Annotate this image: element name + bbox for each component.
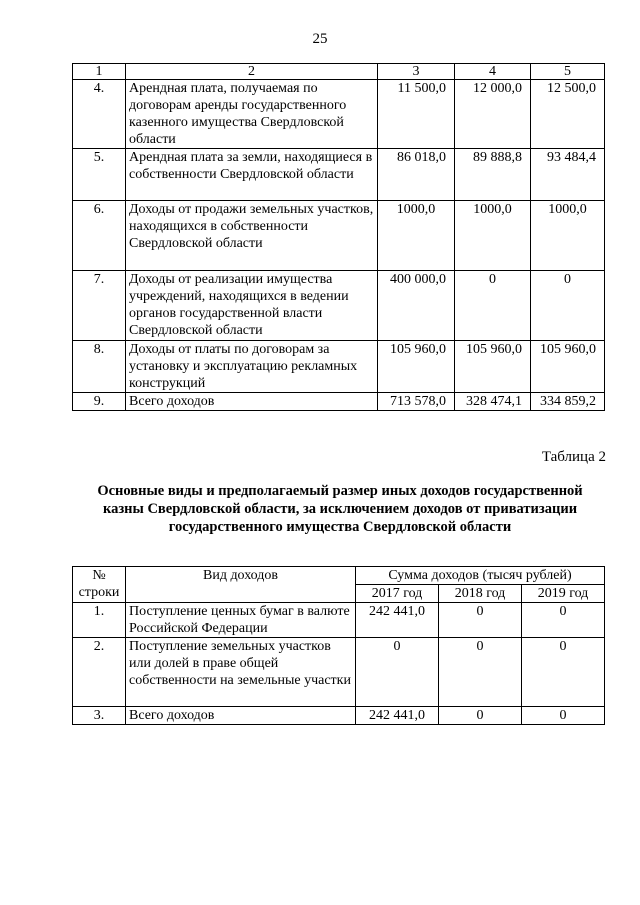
value-cell: 12 000,0 bbox=[455, 80, 531, 149]
value-cell: 0 bbox=[522, 603, 605, 638]
column-number: 3 bbox=[378, 64, 455, 80]
value-cell: 105 960,0 bbox=[455, 341, 531, 393]
table-row bbox=[73, 149, 605, 201]
revenue-name: Поступление земельных участков или долей в праве общей собственности на земельные участки bbox=[126, 638, 356, 707]
revenue-name: Доходы от продажи земельных участков, находящихся в собственности Свердловской области bbox=[126, 201, 378, 271]
revenue-kind-header: Вид доходов bbox=[126, 567, 356, 603]
revenue-name: Доходы от платы по договорам за установку и эксплуатацию рекламных конструкций bbox=[126, 341, 378, 393]
row-number-header-line1: № bbox=[92, 568, 106, 583]
row-number: 1. bbox=[73, 603, 126, 638]
value-cell: 0 bbox=[455, 271, 531, 341]
revenue-name: Всего доходов bbox=[126, 707, 356, 725]
page-number: 25 bbox=[312, 31, 328, 47]
column-number-row bbox=[73, 64, 605, 80]
value-cell: 328 474,1 bbox=[455, 393, 531, 411]
row-number-header bbox=[73, 567, 126, 603]
value-cell: 105 960,0 bbox=[378, 341, 455, 393]
value-cell: 93 484,4 bbox=[531, 149, 605, 201]
table-title: Основные виды и предполагаемый размер иных доходов государственной казны Свердловской области, за исключением доходов от приватизации государственного имущества Свердловской области bbox=[97, 483, 583, 535]
revenue-name: Поступление ценных бумаг в валюте Российской Федерации bbox=[126, 603, 356, 638]
other-revenue-table bbox=[72, 566, 605, 725]
value-cell: 334 859,2 bbox=[531, 393, 605, 411]
revenue-table-continued bbox=[72, 63, 605, 411]
column-number: 2 bbox=[126, 64, 378, 80]
value-cell: 0 bbox=[531, 271, 605, 341]
table-row bbox=[73, 638, 605, 707]
year-header: 2017 год bbox=[356, 585, 439, 603]
row-number: 7. bbox=[73, 271, 126, 341]
revenue-sum-header: Сумма доходов (тысяч рублей) bbox=[356, 567, 605, 585]
revenue-name: Арендная плата за земли, находящиеся в собственности Свердловской области bbox=[126, 149, 378, 201]
total-row bbox=[73, 707, 605, 725]
revenue-name: Доходы от реализации имущества учреждений, находящихся в ведении органов государственной власти Свердловской области bbox=[126, 271, 378, 341]
revenue-name: Арендная плата, получаемая по договорам аренды государственного казенного имущества Свердловской области bbox=[126, 80, 378, 149]
value-cell: 12 500,0 bbox=[531, 80, 605, 149]
row-number-header-line2: строки bbox=[78, 585, 120, 600]
value-cell: 0 bbox=[356, 638, 439, 707]
value-cell: 0 bbox=[522, 638, 605, 707]
value-cell: 400 000,0 bbox=[378, 271, 455, 341]
row-number: 9. bbox=[73, 393, 126, 411]
table-header-row bbox=[73, 567, 605, 585]
value-cell: 0 bbox=[439, 707, 522, 725]
table-row bbox=[73, 80, 605, 149]
value-cell: 11 500,0 bbox=[378, 80, 455, 149]
revenue-name: Всего доходов bbox=[126, 393, 378, 411]
table-row bbox=[73, 271, 605, 341]
value-cell: 1000,0 bbox=[455, 201, 531, 271]
table-row bbox=[73, 341, 605, 393]
table-row bbox=[73, 603, 605, 638]
column-number: 1 bbox=[73, 64, 126, 80]
value-cell: 89 888,8 bbox=[455, 149, 531, 201]
value-cell: 86 018,0 bbox=[378, 149, 455, 201]
table-row bbox=[73, 201, 605, 271]
value-cell: 242 441,0 bbox=[356, 707, 439, 725]
table-label: Таблица 2 bbox=[541, 449, 606, 465]
value-cell: 713 578,0 bbox=[378, 393, 455, 411]
row-number: 5. bbox=[73, 149, 126, 201]
year-header: 2019 год bbox=[522, 585, 605, 603]
row-number: 4. bbox=[73, 80, 126, 149]
column-number: 4 bbox=[455, 64, 531, 80]
value-cell: 0 bbox=[522, 707, 605, 725]
row-number: 2. bbox=[73, 638, 126, 707]
row-number: 6. bbox=[73, 201, 126, 271]
value-cell: 0 bbox=[439, 638, 522, 707]
total-row bbox=[73, 393, 605, 411]
column-number: 5 bbox=[531, 64, 605, 80]
value-cell: 0 bbox=[439, 603, 522, 638]
value-cell: 1000,0 bbox=[378, 201, 455, 271]
year-header: 2018 год bbox=[439, 585, 522, 603]
value-cell: 242 441,0 bbox=[356, 603, 439, 638]
value-cell: 105 960,0 bbox=[531, 341, 605, 393]
value-cell: 1000,0 bbox=[531, 201, 605, 271]
row-number: 3. bbox=[73, 707, 126, 725]
row-number: 8. bbox=[73, 341, 126, 393]
